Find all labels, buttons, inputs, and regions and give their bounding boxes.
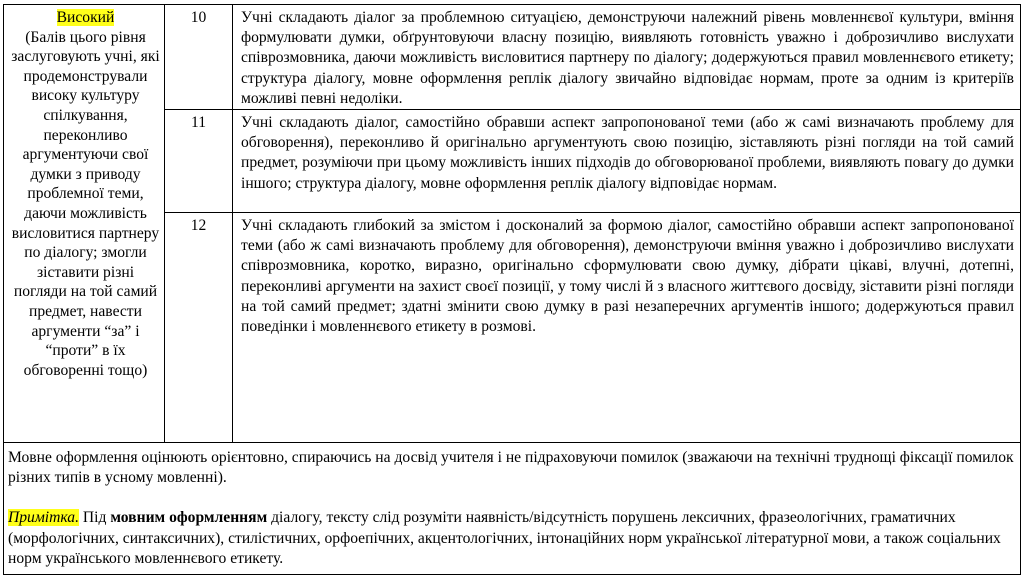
table-row xyxy=(4,5,1021,110)
criteria-cell: Учні складають діалог, самостійно обравши аспект запропонованої теми (або ж самі визначають проблему для обговорення), переконливо й оригінально аргументують свою позицію, зіставляють різні погляди на той самий предмет, розуміючи при цьому можливість інших підходів до обговорюваної проблеми, виявляють повагу до думки іншого; структура діалогу, мовне оформлення реплік діалогу відповідає нормам. xyxy=(233,110,1021,213)
criteria-cell: Учні складають глибокий за змістом і досконалий за формою діалог, самостійно обравши аспект запропонованої теми (або ж самі визначають проблему для обговорення), демонструючи вміння уважно і доброзичливо вислухати співрозмовника, коротко, виразно, оригінально сформулювати свою думку, дібрати цікаві, влучні, дотепні, переконливі аргументи на захист своєї позиції, у тому числі й з власного життєвого досвіду, зіставити різні погляди на той самий предмет; здатні змінити свою думку в разі незаперечних аргументів іншого; додержуються правил поведінки і мовленнєвого етикету в розмові. xyxy=(233,213,1021,443)
level-cell xyxy=(4,5,165,443)
note-bold-term: мовним оформленням xyxy=(110,509,268,527)
criteria-cell: Учні складають діалог за проблемною ситуацією, демонструючи належний рівень мовленнєвої культури, вміння формулювати думки, обґрунтовуючи власну позицію, виявляють готовність уважно і доброзичливо вислухати співрозмовника, даючи можливість висловитися партнеру по діалогу; додержуються правил мовленнєвого етикету; структура діалогу, мовне оформлення реплік діалогу звичайно відповідає нормам, проте за одним із критеріїв можливі певні недоліки. xyxy=(233,5,1021,110)
level-description: (Балів цього рівня заслуговують учні, які продемонстрували високу культуру спілкування, переконливо аргументуючи свої думки з приводу проблемної теми, даючи можливість висловитися партнеру по діалогу; змогли зіставити різні погляди на той самий предмет, навести аргументи “за” і “проти” в їх обговоренні тощо) xyxy=(11,28,160,379)
score-cell: 10 xyxy=(165,5,233,110)
note-label: Примітка. xyxy=(8,509,80,527)
criteria-page xyxy=(3,4,1020,575)
score-cell: 11 xyxy=(165,110,233,213)
evaluation-criteria-table xyxy=(3,4,1021,575)
level-title: Високий xyxy=(56,9,115,26)
note-row xyxy=(4,443,1021,575)
score-cell: 12 xyxy=(165,213,233,443)
note-remark xyxy=(8,508,1016,569)
note-cell xyxy=(4,443,1021,575)
note-text-a: Під xyxy=(79,509,111,527)
note-paragraph: Мовне оформлення оцінюють орієнтовно, спираючись на досвід учителя і не підраховуючи помилок (зважаючи на технічні труднощі фіксації помилок різних типів в усному мовленні). xyxy=(8,449,1014,487)
note-text-b: діалогу, тексту слід розуміти наявність/відсутність порушень лексичних, фразеологічних, граматичних (морфологічних, синтаксичних), стилістичних, орфоепічних, акцентологічних, інтонаційних норм української літературної мови, а також соціальних норм українського мовленнєвого етикету. xyxy=(8,509,1001,567)
